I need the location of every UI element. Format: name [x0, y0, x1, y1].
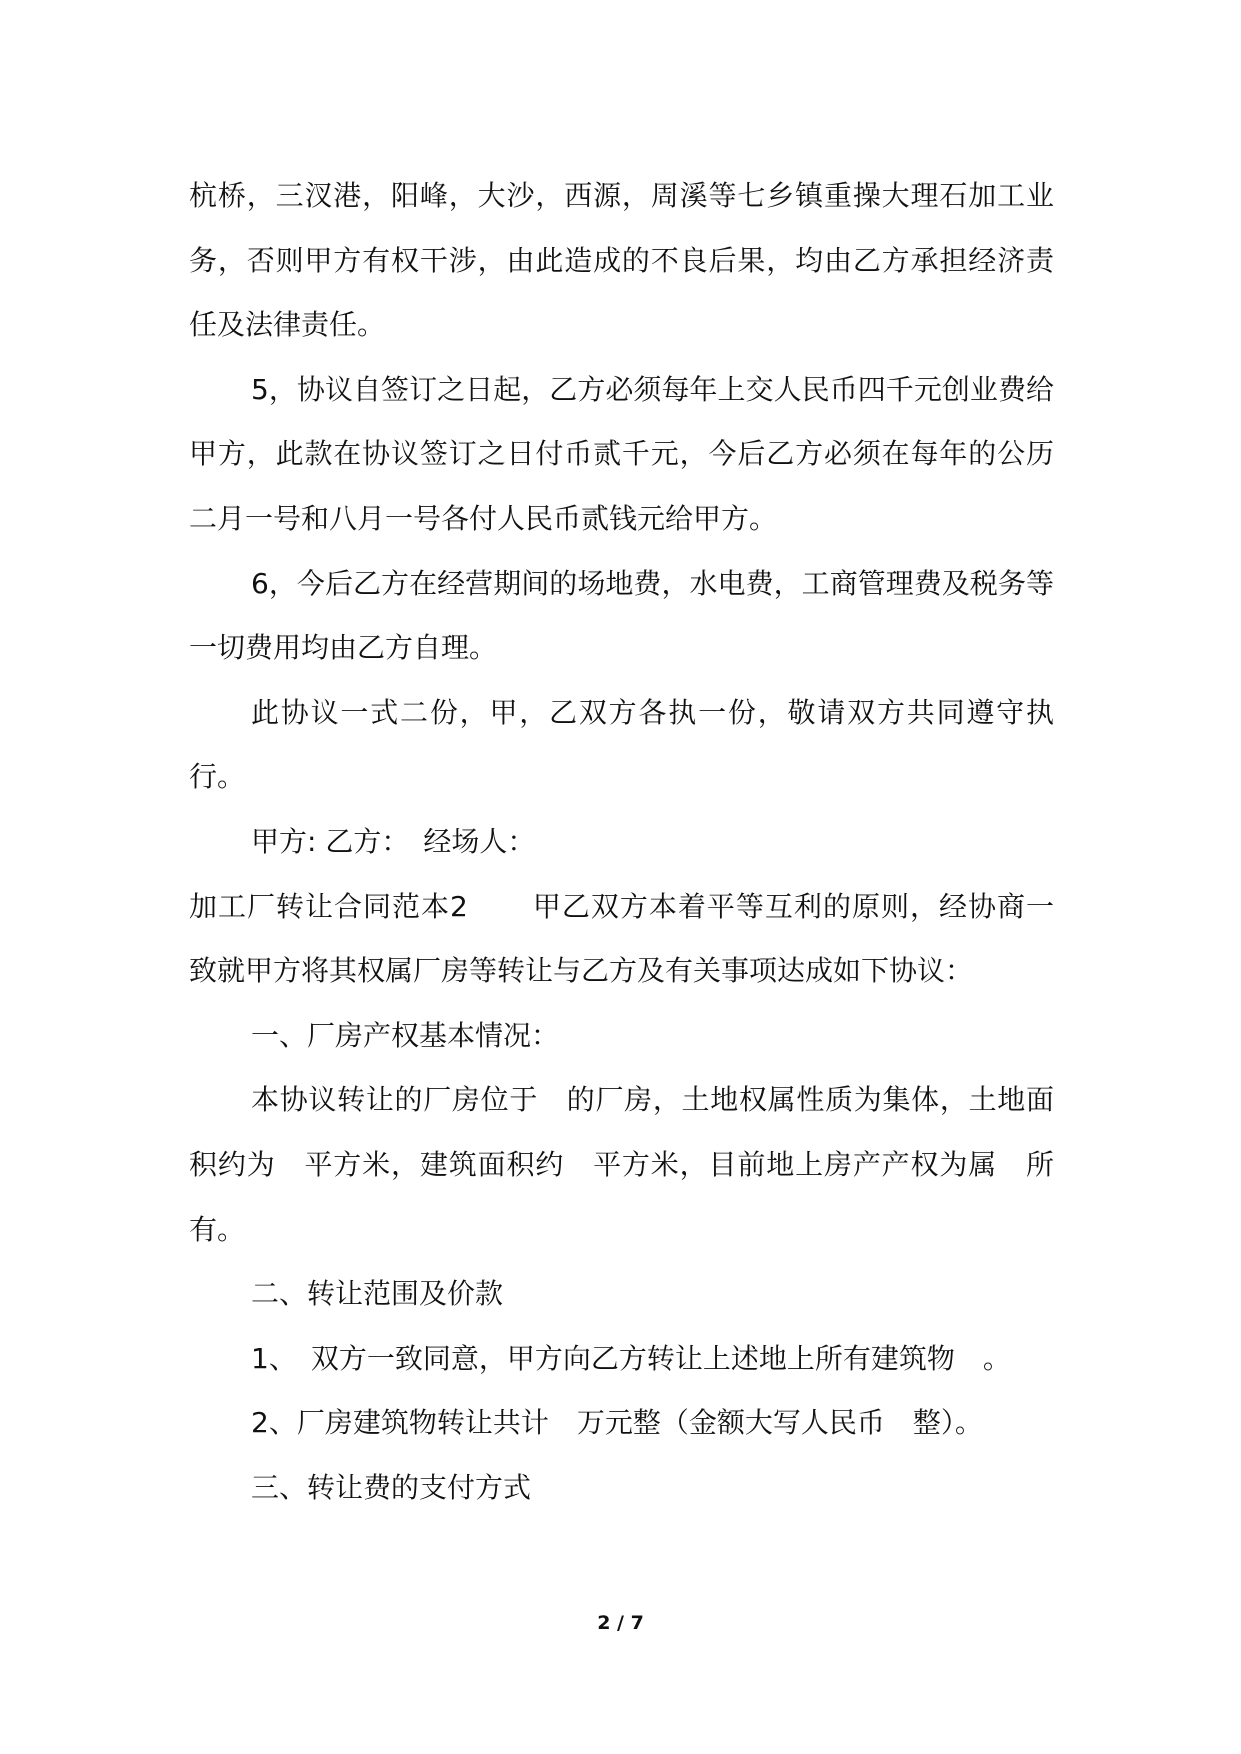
page-number: 2 / 7: [597, 1612, 644, 1634]
section-intro: 甲乙双方本着平等互利的原则，经协商一致就甲方将其权属厂房等转让与乙方及有关事项达成如下协议：: [189, 889, 1054, 988]
document-body: [189, 164, 1054, 1520]
paragraph-property-details: 本协议转让的厂房位于 的厂房，土地权属性质为集体，土地面积约为 平方米，建筑面积约 平方米，目前地上房产产权为属 所有。: [189, 1083, 1054, 1246]
section-title: 加工厂转让合同范本2: [189, 889, 468, 923]
paragraph-clause-5: 5，协议自签订之日起，乙方必须每年上交人民币四千元创业费给甲方，此款在协议签订之日付币贰千元，今后乙方必须在每年的公历二月一号和八月一号各付人民币贰钱元给甲方。: [189, 372, 1054, 535]
heading-property-rights: 一、厂房产权基本情况：: [251, 1018, 560, 1052]
heading-payment-method: 三、转让费的支付方式: [251, 1470, 532, 1504]
signature-line: 甲方: 乙方： 经场人：: [251, 824, 536, 858]
paragraph-copies: 此协议一式二份，甲，乙双方各执一份，敬请双方共同遵守执行。: [189, 695, 1054, 794]
paragraph-item-1: 1、 双方一致同意，甲方向乙方转让上述地上所有建筑物 。: [251, 1341, 1011, 1375]
paragraph-clause-4-continued: 杭桥，三汊港，阳峰，大沙，西源，周溪等七乡镇重操大理石加工业务，否则甲方有权干涉，由此造成的不良后果，均由乙方承担经济责任及法律责任。: [189, 179, 1054, 342]
section-header-line: [189, 875, 1054, 1004]
paragraph-clause-6: 6，今后乙方在经营期间的场地费，水电费，工商管理费及税务等一切费用均由乙方自理。: [189, 566, 1054, 665]
paragraph-item-2: 2、厂房建筑物转让共计 万元整（金额大写人民币 整）。: [251, 1406, 983, 1440]
heading-transfer-scope: 二、转让范围及价款: [251, 1277, 504, 1311]
